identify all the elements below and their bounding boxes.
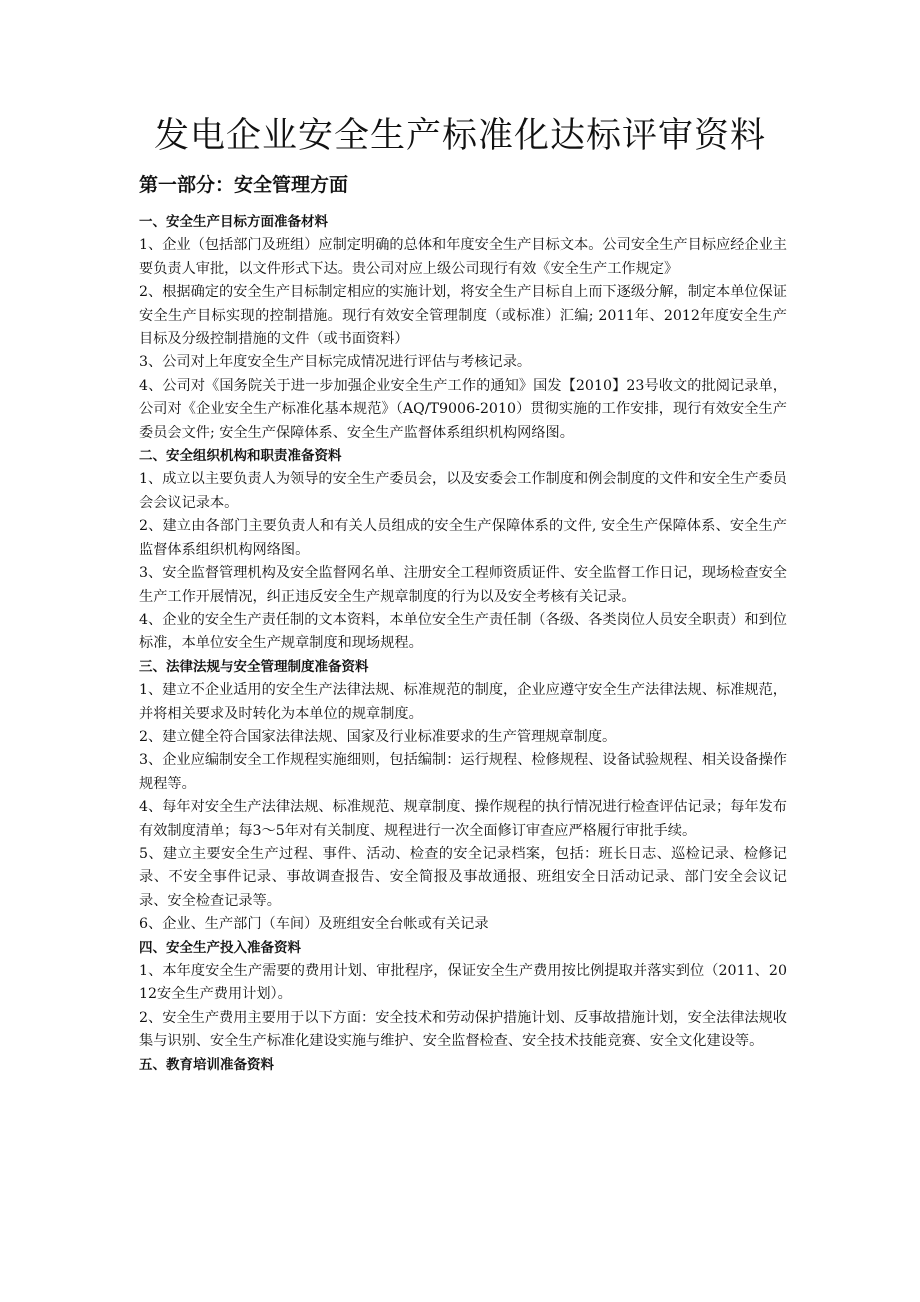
section-2 xyxy=(139,445,787,656)
paragraph: 1、本年度安全生产需要的费用计划、审批程序，保证安全生产费用按比例提取并落实到位（2011、2012安全生产费用计划）。 xyxy=(139,963,787,1003)
document-body xyxy=(139,170,787,1077)
paragraph: 2、建立健全符合国家法律法规、国家及行业标准要求的生产管理规章制度。 xyxy=(139,728,617,745)
section-heading: 三、法律法规与安全管理制度准备资料 xyxy=(139,658,369,675)
paragraph: 1、企业（包括部门及班组）应制定明确的总体和年度安全生产目标文本。公司安全生产目标应经企业主要负责人审批，以文件形式下达。贵公司对应上级公司现行有效《安全生产工作规定》 xyxy=(139,237,787,277)
paragraph: 3、公司对上年度安全生产目标完成情况进行评估与考核记录。 xyxy=(139,354,532,371)
document-title: 发电企业安全生产标准化达标评审资料 xyxy=(153,116,766,156)
paragraph: 2、建立由各部门主要负责人和有关人员组成的安全生产保障体系的文件, 安全生产保障体系、安全生产监督体系组织机构网络图。 xyxy=(139,518,787,558)
paragraph: 4、公司对《国务院关于进一步加强企业安全生产工作的通知》国发【2010】23号收文的批阅记录单，公司对《企业安全生产标准化基本规范》（AQ/T9006-2010）贯彻实施的工作安排，现行有效安全生产委员会文件; 安全生产保障体系、安全生产监督体系组织机构网络图。 xyxy=(139,377,787,441)
paragraph: 1、建立不企业适用的安全生产法律法规、标准规范的制度，企业应遵守安全生产法律法规、标准规范，并将相关要求及时转化为本单位的规章制度。 xyxy=(139,682,787,722)
paragraph: 3、安全监督管理机构及安全监督网名单、注册安全工程师资质证件、安全监督工作日记，现场检查安全生产工作开展情况，纠正违反安全生产规章制度的行为以及安全考核有关记录。 xyxy=(139,565,787,605)
section-4 xyxy=(139,937,787,1054)
paragraph: 3、企业应编制安全工作规程实施细则，包括编制：运行规程、检修规程、设备试验规程、相关设备操作规程等。 xyxy=(139,752,787,792)
paragraph: 2、根据确定的安全生产目标制定相应的实施计划，将安全生产目标自上而下逐级分解，制定本单位保证安全生产目标实现的控制措施。现行有效安全管理制度（或标准）汇编; 2011年、2012年度安全生产目标及分级控制措施的文件（或书面资料） xyxy=(139,284,787,348)
section-heading: 一、安全生产目标方面准备材料 xyxy=(139,214,328,230)
paragraph: 4、企业的安全生产责任制的文本资料，本单位安全生产责任制（各级、各类岗位人员安全职责）和到位标准，本单位安全生产规章制度和现场规程。 xyxy=(139,611,787,652)
section-heading: 四、安全生产投入准备资料 xyxy=(139,939,301,956)
paragraph: 5、建立主要安全生产过程、事件、活动、检查的安全记录档案，包括：班长日志、巡检记录、检修记录、不安全事件记录、事故调查报告、安全简报及事故通报、班组安全日活动记录、部门安全会议记录、安全检查记录等。 xyxy=(139,845,787,909)
paragraph: 1、成立以主要负责人为领导的安全生产委员会，以及安委会工作制度和例会制度的文件和安全生产委员会会议记录本。 xyxy=(139,471,787,511)
section-heading: 二、安全组织机构和职责准备资料 xyxy=(139,448,342,465)
paragraph: 2、安全生产费用主要用于以下方面：安全技术和劳动保护措施计划、反事故措施计划，安全法律法规收集与识别、安全生产标准化建设实施与维护、安全监督检查、安全技术技能竞赛、安全文化建设等。 xyxy=(139,1009,787,1050)
section-1 xyxy=(139,211,787,445)
section-5 xyxy=(139,1054,787,1077)
paragraph: 4、每年对安全生产法律法规、标准规范、规章制度、操作规程的执行情况进行检查评估记录；每年发布有效制度清单；每3～5年对有关制度、规程进行一次全面修订审查应严格履行审批手续。 xyxy=(139,799,787,839)
part-title: 第一部分：安全管理方面 xyxy=(139,174,349,196)
paragraph: 6、企业、生产部门（车间）及班组安全台帐或有关记录 xyxy=(139,916,489,933)
section-heading: 五、教育培训准备资料 xyxy=(139,1056,274,1073)
section-3 xyxy=(139,656,787,937)
